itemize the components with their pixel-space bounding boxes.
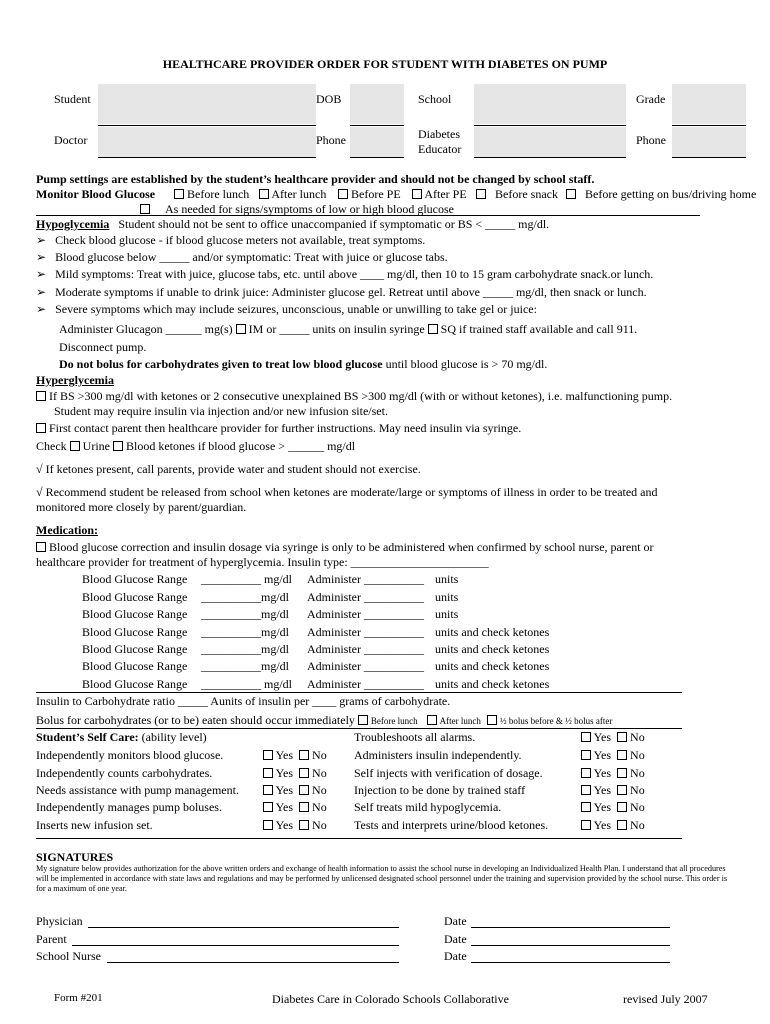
recommend-line-1: √ Recommend student be released from school when ketones are moderate/large or symptoms of illness in order to be treated and: [36, 485, 658, 499]
dose-row-mgdl: __________mg/dl: [201, 590, 290, 604]
list-item: ➢ Blood glucose below _____ and/or symptomatic: Treat with juice or glucose tabs.: [36, 250, 448, 264]
yes-checkbox[interactable]: [263, 750, 273, 760]
no-checkbox[interactable]: [617, 785, 627, 795]
signatures-heading: SIGNATURES: [36, 850, 114, 864]
list-item: ➢ Moderate symptoms if unable to drink juice: Administer glucose gel. Retreat until above _____ mg/dl, then snack or lunch.: [36, 285, 647, 299]
medication-line-1[interactable]: Blood glucose correction and insulin dosage via syringe is only to be administered when confirmed by school nurse, parent or: [36, 541, 654, 553]
sq-checkbox[interactable]: [428, 324, 438, 334]
dob-field[interactable]: [350, 84, 404, 124]
monitor-label: Monitor Blood Glucose: [36, 187, 156, 201]
hyper-item-1[interactable]: If BS >300 mg/dl with ketones or 2 consecutive unexplained BS >300 mg/dl (with or without ketones), i.e. malfunctioning pump.: [36, 390, 672, 402]
no-checkbox[interactable]: [299, 802, 309, 812]
school-nurse-label: School Nurse: [36, 949, 101, 963]
monitor-after-lunch[interactable]: After lunch: [259, 188, 326, 200]
yes-no-pair: Yes No: [263, 767, 327, 779]
dose-row-units: units and check ketones: [435, 677, 550, 691]
checkbox[interactable]: [338, 189, 348, 199]
yes-checkbox[interactable]: [581, 768, 591, 778]
bolus-before-checkbox[interactable]: [358, 715, 368, 725]
physician-date-line[interactable]: [471, 927, 670, 928]
yes-checkbox[interactable]: [263, 768, 273, 778]
yes-checkbox[interactable]: [581, 802, 591, 812]
yes-no-pair: Yes No: [581, 819, 645, 831]
doctor-label: Doctor: [54, 133, 88, 147]
self-care-item: Self injects with verification of dosage.: [354, 766, 543, 780]
phone-label: Phone: [316, 133, 346, 147]
dose-row-units: units: [435, 607, 459, 621]
yes-no-pair: Yes No: [263, 749, 327, 761]
nurse-signature-line[interactable]: [107, 962, 399, 963]
checkbox[interactable]: [259, 189, 269, 199]
list-item: ➢ Severe symptoms which may include seizures, unconscious, unable or unwilling to take gel or juice:: [36, 302, 537, 316]
educator-phone-field[interactable]: [672, 127, 746, 157]
self-care-item: Independently monitors blood glucose.: [36, 748, 224, 762]
no-checkbox[interactable]: [617, 750, 627, 760]
dose-row-units: units: [435, 590, 459, 604]
physician-signature-line[interactable]: [88, 927, 399, 928]
date-label: Date: [444, 932, 467, 946]
dose-row-label: Blood Glucose Range: [82, 677, 188, 691]
self-care-item: Independently counts carbohydrates.: [36, 766, 213, 780]
dose-row-admin: Administer __________: [307, 590, 424, 604]
bolus-after-checkbox[interactable]: [427, 715, 437, 725]
monitor-before-pe[interactable]: Before PE: [338, 188, 401, 200]
grade-field[interactable]: [672, 84, 746, 124]
carb-ratio-line: Insulin to Carbohydrate ratio _____ Aunits of insulin per ____ grams of carbohydrate.: [36, 694, 451, 708]
hyper-item-2[interactable]: First contact parent then healthcare provider for further instructions. May need insulin via syringe.: [36, 422, 521, 434]
parent-label: Parent: [36, 932, 67, 946]
medication-line-2: healthcare provider for treatment of hyperglycemia. Insulin type: _______________________: [36, 555, 489, 569]
recommend-line-2: monitored more closely by parent/guardian.: [36, 500, 247, 514]
yes-no-pair: Yes No: [581, 731, 645, 743]
monitor-before-lunch[interactable]: Before lunch: [174, 188, 249, 200]
self-care-heading: Student’s Self Care: (ability level): [36, 730, 207, 744]
self-care-item: Needs assistance with pump management.: [36, 783, 239, 797]
self-care-item: Injection to be done by trained staff: [354, 783, 526, 797]
dose-row-label: Blood Glucose Range: [82, 572, 188, 586]
self-care-item: Administers insulin independently.: [354, 748, 522, 762]
checkbox[interactable]: [566, 189, 576, 199]
parent-date-line[interactable]: [471, 945, 670, 946]
checkbox[interactable]: [36, 423, 46, 433]
yes-no-pair: Yes No: [581, 801, 645, 813]
yes-checkbox[interactable]: [581, 750, 591, 760]
signatures-text: My signature below provides authorization for the above written orders and exchange of health information to assist the school nurse in developing an Individualized Health Plan. I understand that all procedures will be implemented in accordance with state laws and regulations and may be performed by unlicensed designated school personnel under the training and supervision provided by the school nurse. This order is for a maximum of one year.: [36, 864, 728, 893]
bolus-split-checkbox[interactable]: [487, 715, 497, 725]
no-checkbox[interactable]: [617, 802, 627, 812]
dose-row-admin: Administer __________: [307, 642, 424, 656]
yes-checkbox[interactable]: [581, 785, 591, 795]
form-number: Form #201: [54, 992, 103, 1004]
dose-row-admin: Administer __________: [307, 607, 424, 621]
bolus-line: Bolus for carbohydrates (or to be) eaten should occur immediately Before lunch After lunch ½ bolus before & ½ bolus after: [36, 713, 613, 727]
self-care-item: Troubleshoots all alarms.: [354, 730, 476, 744]
dose-row-label: Blood Glucose Range: [82, 659, 188, 673]
disconnect-pump: Disconnect pump.: [59, 340, 147, 354]
student-field[interactable]: [98, 84, 316, 124]
dose-row-mgdl: __________ mg/dl: [201, 677, 293, 691]
yes-checkbox[interactable]: [581, 732, 591, 742]
diabetes-educator-field[interactable]: [474, 127, 626, 157]
educator-label: Educator: [418, 142, 462, 156]
parent-signature-line[interactable]: [72, 945, 399, 946]
dose-row-mgdl: __________mg/dl: [201, 642, 290, 656]
no-checkbox[interactable]: [299, 820, 309, 830]
dose-row-label: Blood Glucose Range: [82, 625, 188, 639]
dose-row-admin: Administer __________: [307, 572, 424, 586]
hypo-intro-line: [36, 218, 549, 230]
no-checkbox[interactable]: [617, 820, 627, 830]
no-checkbox[interactable]: [299, 768, 309, 778]
glucagon-line: Administer Glucagon ______ mg(s) IM or _____ units on insulin syringe SQ if trained staff available and call 911.: [59, 322, 638, 336]
yes-checkbox[interactable]: [263, 820, 273, 830]
yes-no-pair: Yes No: [581, 749, 645, 761]
yes-no-pair: Yes No: [263, 784, 327, 796]
dose-row-mgdl: __________mg/dl: [201, 607, 290, 621]
no-checkbox[interactable]: [299, 785, 309, 795]
no-checkbox[interactable]: [617, 732, 627, 742]
physician-label: Physician: [36, 914, 83, 928]
self-care-item: Self treats mild hypoglycemia.: [354, 800, 502, 814]
dose-row-label: Blood Glucose Range: [82, 590, 188, 604]
hyper-item-1b: Student may require insulin via injection and/or new infusion site/set.: [54, 404, 388, 418]
hyper-heading: Hyperglycemia: [36, 373, 114, 387]
dose-row-units: units and check ketones: [435, 625, 550, 639]
dose-row-label: Blood Glucose Range: [82, 607, 188, 621]
pump-notice: Pump settings are established by the student’s healthcare provider and should not be changed by school staff.: [36, 172, 595, 186]
hypo-intro: Student should not be sent to office unaccompanied if symptomatic or BS < _____ mg/dl.: [118, 217, 550, 231]
yes-checkbox[interactable]: [263, 802, 273, 812]
dose-row-admin: Administer __________: [307, 659, 424, 673]
no-checkbox[interactable]: [299, 750, 309, 760]
yes-checkbox[interactable]: [263, 785, 273, 795]
blood-ketones-checkbox[interactable]: [113, 441, 123, 451]
date-label: Date: [444, 949, 467, 963]
no-checkbox[interactable]: [617, 768, 627, 778]
yes-checkbox[interactable]: [581, 820, 591, 830]
dose-row-admin: Administer __________: [307, 625, 424, 639]
diabetes-label: Diabetes: [418, 127, 460, 141]
list-item: ➢ Check blood glucose - if blood glucose meters not available, treat symptoms.: [36, 233, 426, 247]
self-care-item: Inserts new infusion set.: [36, 818, 153, 832]
list-item: ➢ Mild symptoms: Treat with juice, glucose tabs, etc. until above ____ mg/dl, then 10 to 15 gram carbohydrate snack.or lunch.: [36, 267, 654, 281]
nurse-date-line[interactable]: [471, 962, 670, 963]
monitor-before-snack[interactable]: Before snack: [476, 188, 558, 200]
dose-row-units: units and check ketones: [435, 659, 550, 673]
revised-date: revised July 2007: [623, 992, 708, 1006]
monitor-as-needed[interactable]: As needed for signs/symptoms of low or high blood glucose: [140, 203, 454, 215]
checkbox[interactable]: [36, 391, 46, 401]
dose-row-units: units and check ketones: [435, 642, 550, 656]
checkbox[interactable]: [174, 189, 184, 199]
doctor-field[interactable]: [98, 127, 316, 157]
footer-org: Diabetes Care in Colorado Schools Collaborative: [272, 992, 509, 1006]
phone-field[interactable]: [350, 127, 404, 157]
self-care-item: Tests and interprets urine/blood ketones.: [354, 818, 549, 832]
medication-heading: Medication:: [36, 523, 98, 537]
dose-row-admin: Administer __________: [307, 677, 424, 691]
self-care-item: Independently manages pump boluses.: [36, 800, 222, 814]
yes-no-pair: Yes No: [263, 819, 327, 831]
urine-checkbox[interactable]: [70, 441, 80, 451]
dose-row-mgdl: __________mg/dl: [201, 625, 290, 639]
phone2-label: Phone: [636, 133, 666, 147]
monitor-before-bus[interactable]: Before getting on bus/driving home: [566, 188, 756, 200]
no-bolus-line: Do not bolus for carbohydrates given to treat low blood glucose until blood glucose is > 70 mg/dl.: [59, 357, 548, 371]
checkbox[interactable]: [140, 204, 150, 214]
checkbox[interactable]: [412, 189, 422, 199]
checkbox[interactable]: [36, 542, 46, 552]
student-label: Student: [54, 92, 91, 106]
ketones-note: √ If ketones present, call parents, provide water and student should not exercise.: [36, 462, 421, 476]
yes-no-pair: Yes No: [263, 801, 327, 813]
dose-row-mgdl: __________mg/dl: [201, 659, 290, 673]
page-title: HEALTHCARE PROVIDER ORDER FOR STUDENT WITH DIABETES ON PUMP: [162, 57, 608, 71]
grade-label: Grade: [636, 92, 666, 106]
yes-no-pair: Yes No: [581, 784, 645, 796]
check-ketones-line: Check Urine Blood ketones if blood glucose > ______ mg/dl: [36, 439, 356, 453]
yes-no-pair: Yes No: [581, 767, 645, 779]
checkbox[interactable]: [476, 189, 486, 199]
date-label: Date: [444, 914, 467, 928]
dose-row-units: units: [435, 572, 459, 586]
dose-row-mgdl: __________ mg/dl: [201, 572, 293, 586]
dose-row-label: Blood Glucose Range: [82, 642, 188, 656]
school-field[interactable]: [474, 84, 626, 124]
school-label: School: [418, 92, 452, 106]
dob-label: DOB: [316, 92, 342, 106]
monitor-after-pe[interactable]: After PE: [412, 188, 467, 200]
im-checkbox[interactable]: [236, 324, 246, 334]
hypo-heading: Hypoglycemia: [36, 217, 110, 231]
